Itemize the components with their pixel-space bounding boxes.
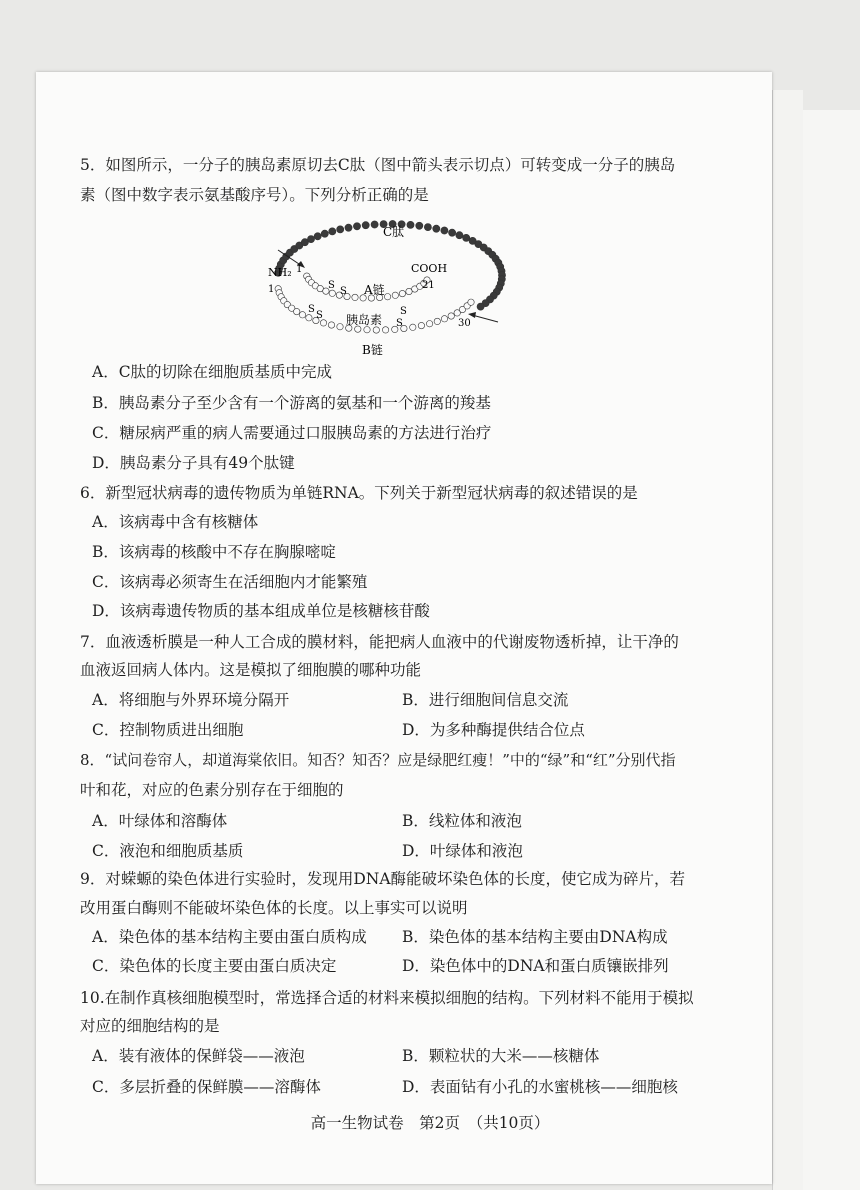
disulfide-s4: S [316, 310, 323, 321]
q8-option-a: A．叶绿体和溶酶体 [92, 812, 228, 830]
q8-option-c: C．液泡和细胞质基质 [92, 842, 244, 860]
c-peptide-bead [314, 233, 321, 240]
q8-stem-line1: 8．“试问卷帘人，却道海棠依旧。知否？知否？应是绿肥红瘦！”中的“绿”和“红”分别代指 [80, 751, 676, 769]
disulfide-s1: S [328, 280, 335, 291]
c-peptide-bead [337, 226, 344, 233]
q10-stem-line2: 对应的细胞结构的是 [80, 1017, 220, 1035]
q10-option-c: C．多层折叠的保鲜膜——溶酶体 [92, 1078, 321, 1096]
disulfide-s2: S [340, 286, 347, 297]
b-chain-bead [468, 299, 474, 305]
insulin-diagram [250, 214, 510, 364]
next-page-edge [772, 90, 803, 1190]
b-chain-bead [448, 313, 454, 319]
b-chain-label: B链 [362, 343, 383, 357]
a-chain-bead [406, 288, 412, 294]
q6-stem: 6．新型冠状病毒的遗传物质为单链RNA。下列关于新型冠状病毒的叙述错误的是 [80, 484, 638, 502]
q9-option-d: D．染色体中的DNA和蛋白质镶嵌排列 [402, 957, 669, 975]
q5-stem-line2: 素（图中数字表示氨基酸序号）。下列分析正确的是 [80, 186, 429, 204]
q8-stem-line2: 叶和花，对应的色素分别存在于细胞的 [80, 781, 344, 799]
q7-option-a: A．将细胞与外界环境分隔开 [92, 691, 290, 709]
page-footer: 高一生物试卷 第2页 （共10页） [310, 1114, 550, 1132]
cut-arrow-right [472, 315, 498, 322]
disulfide-s3: S [308, 304, 315, 315]
a-chain-label: A链 [364, 283, 385, 297]
q10-option-a: A．装有液体的保鲜袋——液泡 [92, 1047, 305, 1065]
num-1b: 1 [268, 284, 275, 295]
a-chain-bead [384, 294, 390, 300]
q9-option-c: C．染色体的长度主要由蛋白质决定 [92, 957, 337, 975]
num-30: 30 [458, 318, 471, 329]
c-peptide-bead [477, 303, 484, 310]
q10-option-b: B．颗粒状的大米——核糖体 [402, 1047, 600, 1065]
b-chain-bead [382, 327, 388, 333]
b-chain-bead [410, 324, 416, 330]
q6-option-c: C．该病毒必须寄生在活细胞内才能繁殖 [92, 573, 368, 591]
disulfide-s5: S [400, 306, 407, 317]
q8-option-b: B．线粒体和液泡 [402, 812, 522, 830]
q6-option-b: B．该病毒的核酸中不存在胸腺嘧啶 [92, 543, 336, 561]
a-chain-bead [399, 290, 405, 296]
a-chain-bead [392, 292, 398, 298]
b-chain-bead [337, 324, 343, 330]
b-chain-bead [299, 312, 305, 318]
q9-stem-line2: 改用蛋白酶则不能破坏染色体的长度。以上事实可以说明 [80, 899, 468, 917]
q7-stem-line1: 7．血液透析膜是一种人工合成的膜材料，能把病人血液中的代谢废物透析掉，让干净的 [80, 633, 679, 651]
c-peptide-bead [416, 222, 423, 229]
b-chain-bead [294, 308, 300, 314]
a-chain-bead [352, 294, 358, 300]
q6-option-a: A．该病毒中含有核糖体 [92, 513, 259, 531]
q9-stem-line1: 9．对蝾螈的染色体进行实验时，发现用DNA酶能破坏染色体的长度，使它成为碎片，若 [80, 870, 686, 888]
q6-option-d: D．该病毒遗传物质的基本组成单位是核糖核苷酸 [92, 602, 430, 620]
q5-option-d: D．胰岛素分子具有49个肽键 [92, 454, 295, 472]
c-peptide-bead [424, 224, 431, 231]
c-peptide-bead [307, 236, 314, 243]
c-peptide-bead [463, 234, 470, 241]
disulfide-s6: S [396, 318, 403, 329]
c-peptide-bead [433, 225, 440, 232]
b-chain-bead [426, 321, 432, 327]
background-page-edge [802, 110, 860, 1190]
b-chain-bead [306, 315, 312, 321]
b-chain-bead [328, 322, 334, 328]
a-chain-bead [329, 290, 335, 296]
c-peptide-bead [371, 221, 378, 228]
num-1a: 1 [296, 264, 303, 275]
insulin-label: 胰岛素 [346, 313, 383, 327]
q10-stem-line1: 10.在制作真核细胞模型时，常选择合适的材料来模拟细胞的结构。下列材料不能用于模拟 [80, 989, 694, 1007]
q10-option-d: D．表面钻有小孔的水蜜桃核——细胞核 [402, 1078, 678, 1096]
q5-option-a: A．C肽的切除在细胞质基质中完成 [92, 363, 333, 381]
q5-option-c: C．糖尿病严重的病人需要通过口服胰岛素的方法进行治疗 [92, 424, 492, 442]
c-peptide-bead [353, 223, 360, 230]
b-chain-bead [364, 327, 370, 333]
c-peptide-bead [321, 230, 328, 237]
c-peptide-bead [345, 224, 352, 231]
b-chain-bead [373, 327, 379, 333]
c-peptide-bead [407, 221, 414, 228]
c-peptide-bead [456, 232, 463, 239]
q7-option-c: C．控制物质进出细胞 [92, 721, 244, 739]
c-peptide-bead [449, 229, 456, 236]
c-peptide-label: C肽 [383, 225, 405, 239]
q5-stem-line1: 5．如图所示，一分子的胰岛素原切去C肽（图中箭头表示切点）可转变成一分子的胰岛 [80, 156, 676, 174]
q9-option-a: A．染色体的基本结构主要由蛋白质构成 [92, 928, 367, 946]
cooh-label: COOH [411, 262, 448, 275]
b-chain-bead [434, 318, 440, 324]
q7-option-b: B．进行细胞间信息交流 [402, 691, 569, 709]
b-chain-bead [418, 322, 424, 328]
nh2-label: NH₂ [268, 266, 292, 279]
q7-stem-line2: 血液返回病人体内。这是模拟了细胞膜的哪种功能 [80, 661, 422, 679]
c-peptide-bead [441, 227, 448, 234]
b-chain-bead [441, 316, 447, 322]
q7-option-d: D．为多种酶提供结合位点 [402, 721, 585, 739]
q8-option-d: D．叶绿体和液泡 [402, 842, 523, 860]
c-peptide-bead [329, 228, 336, 235]
q5-option-b: B．胰岛素分子至少含有一个游离的氨基和一个游离的羧基 [92, 394, 491, 412]
num-21: 21 [422, 280, 435, 291]
q9-option-b: B．染色体的基本结构主要由DNA构成 [402, 928, 668, 946]
c-peptide-bead [362, 222, 369, 229]
